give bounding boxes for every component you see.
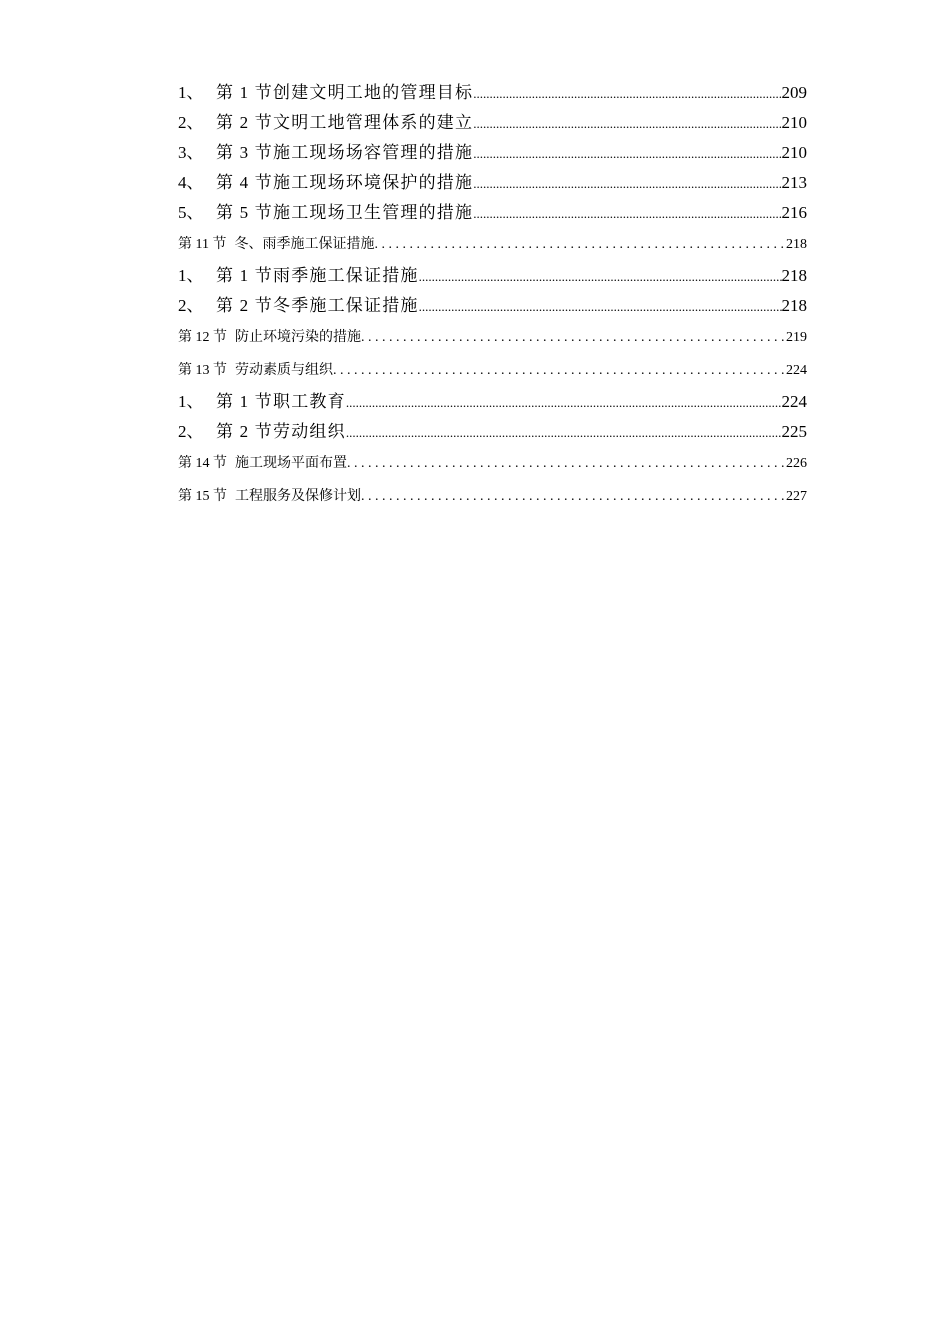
toc-entry-title: 施工现场平面布置 [235, 456, 347, 471]
dot-leader [473, 198, 781, 229]
toc-page-number: 224 [786, 363, 807, 378]
dot-leader [473, 78, 781, 109]
dot-leader [333, 354, 784, 387]
toc-entry-label [178, 387, 346, 417]
toc-entry-title: 第 2 节冬季施工保证措施 [216, 296, 419, 315]
dot-leader [346, 387, 782, 418]
toc-page-number: 224 [781, 392, 807, 411]
toc-entry-label [178, 78, 473, 108]
dot-leader [419, 261, 782, 292]
toc-entry-title: 第 2 节文明工地管理体系的建立 [216, 113, 474, 132]
toc-entry-label [178, 480, 361, 513]
dot-leader [347, 447, 784, 480]
toc-entry[interactable] [178, 198, 807, 228]
toc-entry-number: 2、 [178, 296, 204, 315]
toc-entry-title: 第 1 节职工教育 [216, 392, 346, 411]
toc-entry-label [178, 321, 361, 354]
toc-page-number: 218 [781, 266, 807, 285]
toc-entry-number: 4、 [178, 173, 204, 192]
toc-entry[interactable] [178, 168, 807, 198]
toc-entry-label [178, 354, 333, 387]
toc-entry-title: 第 3 节施工现场场容管理的措施 [216, 143, 474, 162]
toc-entry-number: 1、 [178, 83, 204, 102]
toc-page-number: 219 [786, 330, 807, 345]
toc-page-number: 225 [781, 422, 807, 441]
dot-leader [374, 228, 784, 261]
toc-entry-number: 1、 [178, 266, 204, 285]
toc-section-number: 第 14 节 [178, 456, 227, 471]
dot-leader [419, 291, 782, 322]
toc-entry-number: 2、 [178, 422, 204, 441]
toc-entry-number: 1、 [178, 392, 204, 411]
toc-entry-title: 第 4 节施工现场环境保护的措施 [216, 173, 474, 192]
toc-entry-title: 劳动素质与组织 [235, 363, 333, 378]
toc-page-number: 218 [781, 296, 807, 315]
dot-leader [473, 108, 781, 139]
toc-section-entry[interactable] [178, 447, 807, 480]
toc-page-number: 209 [781, 83, 807, 102]
toc-page-number: 218 [786, 237, 807, 252]
toc-entry-label [178, 168, 473, 198]
toc-entry[interactable] [178, 417, 807, 447]
toc-entry-label [178, 228, 374, 261]
toc-entry[interactable] [178, 138, 807, 168]
toc-entry-number: 2、 [178, 113, 204, 132]
toc-entry[interactable] [178, 261, 807, 291]
toc-page-number: 210 [781, 113, 807, 132]
dot-leader [346, 417, 782, 448]
toc-entry-title: 工程服务及保修计划 [235, 489, 361, 504]
toc-entry-label [178, 417, 346, 447]
toc-entry[interactable] [178, 387, 807, 417]
toc-entry-label [178, 198, 473, 228]
toc-page-number: 216 [781, 203, 807, 222]
toc-entry-label [178, 291, 419, 321]
toc-entry-number: 5、 [178, 203, 204, 222]
dot-leader [473, 168, 781, 199]
dot-leader [473, 138, 781, 169]
toc-entry-number: 3、 [178, 143, 204, 162]
toc-section-entry[interactable] [178, 480, 807, 513]
toc-entry-label [178, 138, 473, 168]
toc-entry-title: 第 1 节创建文明工地的管理目标 [216, 83, 474, 102]
toc-entry-title: 第 2 节劳动组织 [216, 422, 346, 441]
toc-entry-title: 冬、雨季施工保证措施 [234, 237, 375, 252]
toc-section-number: 第 12 节 [178, 330, 227, 345]
toc-entry[interactable] [178, 78, 807, 108]
toc-entry-label [178, 447, 347, 480]
toc-entry[interactable] [178, 291, 807, 321]
toc-section-number: 第 11 节 [178, 237, 227, 252]
toc-page-number: 227 [786, 489, 807, 504]
toc-entry-title: 防止环境污染的措施 [235, 330, 361, 345]
dot-leader [361, 321, 784, 354]
toc-entry-title: 第 1 节雨季施工保证措施 [216, 266, 419, 285]
toc-section-number: 第 13 节 [178, 363, 227, 378]
toc-entry-label [178, 108, 473, 138]
toc-section-entry[interactable] [178, 354, 807, 387]
toc-section-entry[interactable] [178, 321, 807, 354]
toc-entry-label [178, 261, 419, 291]
dot-leader [361, 480, 784, 513]
toc-page-number: 213 [781, 173, 807, 192]
toc-entry-title: 第 5 节施工现场卫生管理的措施 [216, 203, 474, 222]
table-of-contents [178, 78, 807, 513]
toc-section-number: 第 15 节 [178, 489, 227, 504]
toc-entry[interactable] [178, 108, 807, 138]
toc-page-number: 226 [786, 456, 807, 471]
toc-page-number: 210 [781, 143, 807, 162]
toc-section-entry[interactable] [178, 228, 807, 261]
